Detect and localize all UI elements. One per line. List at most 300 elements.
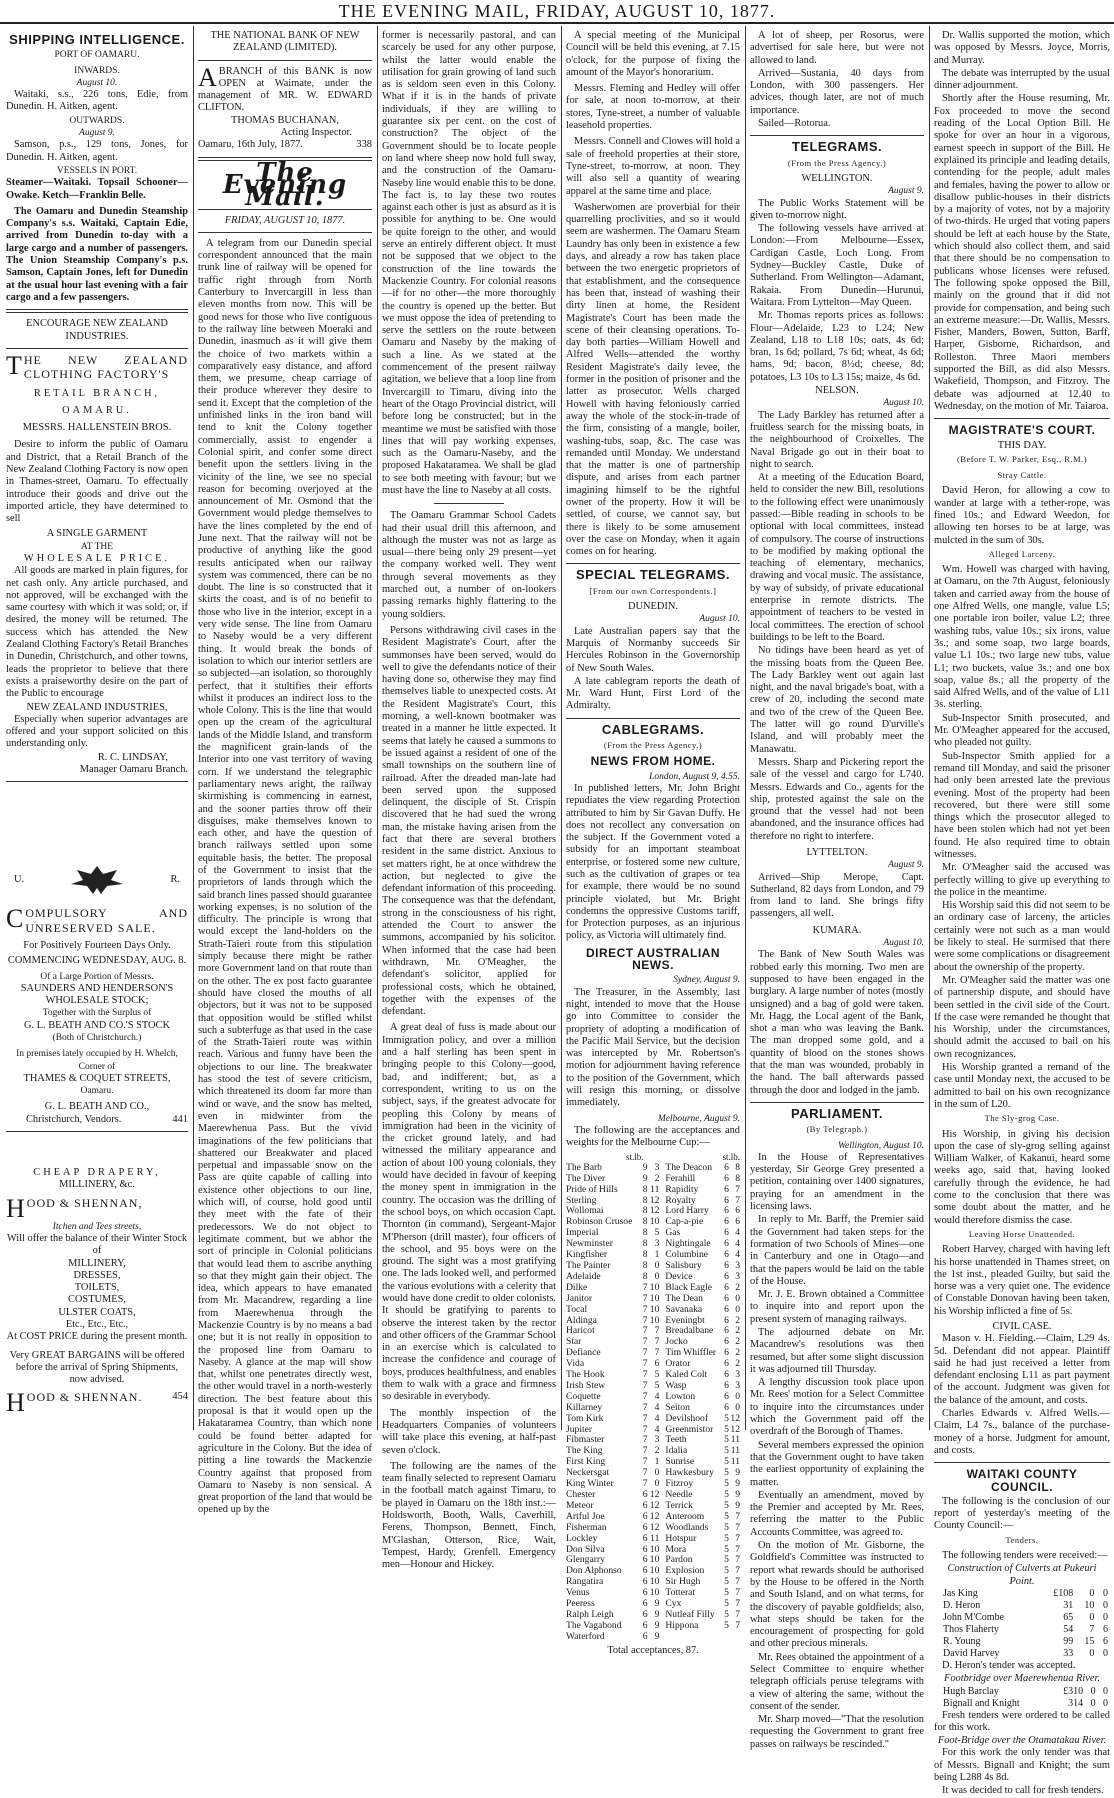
horse-weight: 6 xyxy=(724,1336,729,1348)
horse-weight: 2 xyxy=(735,1358,740,1370)
horse-name: Ferahill xyxy=(665,1172,696,1184)
tender-name: Bignall and Knight xyxy=(943,1697,1020,1709)
outwards-heading: OUTWARDS. xyxy=(69,115,125,126)
dunedin-date: August 10. xyxy=(699,614,740,625)
horse-name: Lord Harry xyxy=(665,1205,709,1217)
horse-name: Pardon xyxy=(665,1554,693,1566)
cablegrams-heading: CABLEGRAMS. xyxy=(601,721,705,737)
column-5 xyxy=(750,30,924,1750)
horse-name: Teeth xyxy=(665,1434,687,1446)
horse-weight: 12 xyxy=(649,1521,660,1533)
tender-row xyxy=(941,1600,1110,1612)
tender-amount: 33 xyxy=(1063,1647,1074,1659)
horse-weight: 7 xyxy=(642,1467,648,1479)
weights-row xyxy=(566,1305,740,1316)
horse-weight: 7 xyxy=(735,1587,740,1599)
horse-weight: 7 xyxy=(642,1325,648,1337)
horse-weight: 1 xyxy=(654,1456,660,1468)
horse-name: Neckersgat xyxy=(566,1467,610,1479)
inwards-text: Waitaki, s.s., 226 tons, Edie, from Dunedin. H. Aitken, agent. xyxy=(6,89,188,113)
saunders: SAUNDERS AND HENDERSON'S xyxy=(20,982,174,994)
leaving-horse-heading: Leaving Horse Unattended. xyxy=(968,1228,1076,1239)
leader-continued: former is necessarily pastoral, and can scarcely be used for any other purpose, whilst the latter would enable the utilisation for grain growing of land such as is seldom seen even in this Colony. What if it is in the hands of private individuals, if they are willing to guarantee six per cent. on the cost of construction? The object of the Government should be to locate people on land where sheep now hold full sway, and the construction of the Oamaru-Naseby line would enable this to be done. The fact is, to lay these two routes against each other is just as absurd as it is possible for anything to be. One would be quite foreign to the other, and would serve an entirely different object. It must not be supposed that we object to the construction of the line towards the Mackenzie Country. For colonial reasons—if for no other—the more thoroughly the country is opened up the better. But we must oppose the idea of pretending to serve the settlers on the route between Oamaru and Naseby by the making of such a line. As we stated at the commencement of the present railway agitation, we believe that a loop line from Invercargill to Timaru, diving into the heart of the Otago Provincial district, will before long be constructed; but in the meantime we must be satisfied with those lines that will pay working expenses, such as the Oamaru-Naseby, and the proposed Hakataramea. We shall be glad to see both meeting with favour; but we must have the line to Naseby at all costs. xyxy=(382,30,556,496)
horse-name: Janitor xyxy=(566,1292,593,1304)
horse-weight: 7 xyxy=(642,1412,648,1424)
alleged-larceny: Alleged Larceny. xyxy=(988,548,1056,559)
weights-row xyxy=(566,1523,740,1534)
vessels-text: Steamer—Waitaki. Topsail Schooner—Owake. Ketch—Franklin Belle. xyxy=(6,177,188,201)
parliament-text-4: The adjourned debate on Mr. Macandrew's resolutions was then resumed, but after some slight discussion it was adjourned till Thursday. xyxy=(750,1326,924,1375)
horse-name: Chester xyxy=(566,1489,596,1501)
nz-industries: NEW ZEALAND INDUSTRIES, xyxy=(26,701,168,713)
lyttelton-heading: LYTTELTON. xyxy=(806,847,868,858)
crest-letter-r: R. xyxy=(170,874,180,886)
hood-shennan-sign: HOOD & SHENNAN. 454 xyxy=(6,1387,188,1417)
horse-name: Breadalbane xyxy=(665,1325,714,1337)
horse-name: Device xyxy=(665,1270,693,1282)
total-acceptances: Total acceptances, 87. xyxy=(607,1644,699,1656)
horse-weight: 12 xyxy=(649,1499,660,1511)
tender-amount: 6 xyxy=(1102,1623,1108,1635)
horse-weight: 6 xyxy=(642,1576,648,1588)
horse-weight: 6 xyxy=(642,1619,648,1631)
horse-weight: 6 xyxy=(724,1259,729,1271)
horse-weight: 0 xyxy=(654,1478,660,1490)
tender-row xyxy=(941,1612,1110,1624)
divider xyxy=(566,563,740,564)
horse-weight: 8 xyxy=(642,1205,648,1217)
horse-name: Cyx xyxy=(665,1598,682,1610)
horse-weight: 7 xyxy=(642,1478,648,1490)
horse-weight: 7 xyxy=(735,1183,740,1195)
monthly-item: The monthly inspection of the Headquarters Companies of volunteers will take place this evening, at half-past seven o'clock. xyxy=(382,1407,556,1456)
column-4 xyxy=(566,30,740,1656)
divider xyxy=(934,1462,1110,1463)
horse-name: Gas xyxy=(665,1227,681,1239)
horse-name: King Winter xyxy=(566,1478,614,1490)
horse-weight: 8 xyxy=(642,1270,648,1282)
tender-row xyxy=(941,1698,1110,1710)
masthead-title: THE EVENING MAIL, FRIDAY, AUGUST 10, 1877. xyxy=(338,1,776,21)
sly-grog-text: His Worship, in giving his decision upon the case of sly-grog selling against William Walker, of Kakanui, heard some weeks ago, said that, having looked carefully through the evidence, he had come to the conclusion that there was some doubt about the matter, and he would therefore dismiss the case. xyxy=(934,1128,1110,1226)
parliament-text-1: In the House of Representatives yesterday, Sir George Grey presented a petition, containing over 1400 signatures, praying for an amendment in the licensing laws. xyxy=(750,1151,924,1213)
horse-weight: 7 xyxy=(642,1423,648,1435)
wellington-heading: WELLINGTON. xyxy=(801,172,873,184)
large-portion: Of a Large Portion of Messrs. xyxy=(40,971,154,982)
horse-weight: 9 xyxy=(735,1467,740,1479)
horse-weight: 6 xyxy=(642,1489,648,1501)
oamaru-small: Oamaru. xyxy=(80,1086,114,1097)
horse-weight: 5 xyxy=(724,1499,729,1511)
howell-case: Wm. Howell was charged with having, at Oamaru, on the 7th August, feloniously taken and carried away from the house of one Alfred Wells, one mangle, value L5; one portable iron boiler, value L2; three washing tubs, value 10s.; six irons, value 3s.; and some soap, two large boards, value L1 10s.; two large new tubs, value L1; two buckets, value 3s.; and one box soap, value 8s.; all the property of the said Alfred Wells, and of the value of L11 3s. sterling. xyxy=(934,564,1110,711)
dresses-item: DRESSES, xyxy=(73,1269,121,1281)
bank-heading: THE NATIONAL BANK OF NEW ZEALAND (LIMITED). xyxy=(210,30,360,54)
horse-name: Anteroom xyxy=(665,1510,705,1522)
horse-weight: 7 xyxy=(642,1379,648,1391)
horse-weight: 7 xyxy=(642,1445,648,1457)
commencing: COMMENCING WEDNESDAY, AUG. 8. xyxy=(7,955,187,967)
telegrams-sub: (From the Press Agency.) xyxy=(787,157,887,168)
parliament-date: Wellington, August 10. xyxy=(837,1140,924,1151)
beath-stock: G. L. BEATH AND CO.'S STOCK xyxy=(23,1019,170,1031)
horse-name xyxy=(665,1632,723,1643)
horse-weight: 12 xyxy=(649,1489,660,1501)
horse-name: Rangatira xyxy=(566,1576,604,1588)
horse-weight: 7 xyxy=(735,1543,740,1555)
sailed: Sailed—Rotorua. xyxy=(758,118,831,130)
horse-weight: 7 xyxy=(642,1434,648,1446)
horse-name: Tim Whiffler xyxy=(665,1347,717,1359)
inwards-heading: INWARDS. xyxy=(74,65,120,76)
horse-name: Wasp xyxy=(665,1379,687,1391)
horse-name: The Painter xyxy=(566,1259,611,1271)
wallis-item: Dr. Wallis supported the motion, which was opposed by Messrs. Joyce, Morris, and Murray. xyxy=(934,30,1110,66)
horse-weight: 7 xyxy=(642,1456,648,1468)
connell-item: Messrs. Connell and Clowes will hold a sale of freehold properties at their store, Tyne-street, to-morrow, at noon. They will also sell a quantity of wearing apparel at the same time and place. xyxy=(566,136,740,197)
horse-weight: 7 xyxy=(735,1608,740,1620)
horse-weight: 6 xyxy=(642,1499,648,1511)
horse-weight: 5 xyxy=(724,1619,729,1631)
horse-weight: 6 xyxy=(642,1565,648,1577)
melbourne-text: The following are the acceptances and weights for the Melbourne Cup:— xyxy=(566,1124,740,1149)
horse-name: Kaled Colt xyxy=(665,1369,708,1381)
weights-row xyxy=(566,1534,740,1545)
horse-weight: 5 xyxy=(724,1521,729,1533)
horse-name: Mora xyxy=(665,1543,687,1555)
all-goods-text: All goods are marked in plain figures, for net cash only. Any article purchased, and not approved, will be exchanged with the same courtesy with which it was sold; or, if desired, the money will be returned. The success which has attended the New Zealand Clothing Factory's Retail Branches in Dunedin, Christchurch, and other towns, leads the proprietor to believe that there exists a praiseworthy desire on the part of the Public to encourage xyxy=(6,565,188,700)
divider xyxy=(198,60,372,61)
column-rule xyxy=(929,26,930,1430)
tender-amount: 10 xyxy=(1084,1599,1095,1611)
charles-case: Charles Edwards v. Alfred Wells.—Claim, L4 7s., balance of the purchase-money of a horse. Judgment for amount, and costs. xyxy=(934,1408,1110,1456)
inwards-date: August 10. xyxy=(76,77,118,88)
horse-name: Greenmistor xyxy=(665,1423,714,1435)
magistrates-heading: MAGISTRATE'S COURT. xyxy=(948,423,1096,438)
horse-name: Lockley xyxy=(566,1532,598,1544)
horse-weight: 5 xyxy=(724,1467,729,1479)
wellington-text-2: The following vessels have arrived at London:—From Melbourne—Essex, Cardigan Castle, Loch Long. From Sydney—Buckley Castle, Duke of Sutherland. From Wellington—Adamant, Rakaia. From Dunedin—Hurunui, Waitara. From Lyttelton—May Queen. xyxy=(750,223,924,308)
horse-weight: 12 xyxy=(649,1510,660,1522)
cadets-item: The Oamaru Grammar School Cadets had their usual drill this afternoon, and although the muster was not as large as usual—there being only 29 present—yet the company worked well. They went through several movements as they marched out, a number of on-lookers passing remarks highly flattering to the young soldiers. xyxy=(382,510,556,620)
horse-weight: 11 xyxy=(730,1445,740,1457)
horse-weight: 5 xyxy=(654,1379,660,1391)
horse-weight: 7 xyxy=(735,1565,740,1577)
shipping-heading: SHIPPING INTELLIGENCE. xyxy=(9,32,185,47)
horse-name: Coquette xyxy=(566,1390,601,1402)
kumara-date: August 10. xyxy=(883,938,924,949)
outwards-text: Samson, p.s., 129 tons, Jones, for Dunedin. H. Aitken, agent. xyxy=(6,139,188,163)
toilets-item: TOILETS, xyxy=(74,1282,120,1294)
tender-amount: 0 xyxy=(1102,1611,1108,1623)
horse-weight: 0 xyxy=(735,1292,740,1304)
horse-name: Black Eagle xyxy=(665,1281,712,1293)
horse-name: Glengarry xyxy=(566,1554,605,1566)
tender-name: Jas King xyxy=(943,1587,978,1599)
horse-weight: 9 xyxy=(654,1619,660,1631)
crest-icon xyxy=(67,862,127,898)
horse-weight: 5 xyxy=(724,1412,729,1424)
horse-weight: 8 xyxy=(642,1227,648,1239)
cheap-drapery: CHEAP DRAPERY, xyxy=(33,1167,161,1179)
horse-weight: 4 xyxy=(654,1423,660,1435)
tender-row xyxy=(941,1624,1110,1636)
horse-weight xyxy=(729,1632,740,1643)
horse-name: Don Silva xyxy=(566,1543,605,1555)
horse-weight: 5 xyxy=(724,1445,729,1457)
horse-weight: 4 xyxy=(654,1412,660,1424)
horse-weight: 2 xyxy=(735,1325,740,1337)
horse-name: Sir Hugh xyxy=(665,1576,701,1588)
horse-name: Imperial xyxy=(566,1227,599,1239)
horse-weight: 4 xyxy=(735,1238,740,1250)
horse-weight: 6 xyxy=(654,1358,660,1370)
horse-name: Don Alphonso xyxy=(566,1565,622,1577)
horse-name: Meteor xyxy=(566,1499,594,1511)
horse-weight: 6 xyxy=(724,1216,729,1228)
horse-weight: 6 xyxy=(724,1183,729,1195)
horse-weight: 5 xyxy=(724,1598,729,1610)
waitaki-text: The following is the conclusion of our report of yesterday's meeting of the County Council:— xyxy=(934,1495,1110,1532)
horse-weight: 12 xyxy=(730,1412,740,1424)
divider xyxy=(434,503,504,504)
horse-weight: 6 xyxy=(724,1281,729,1293)
horse-weight: 3 xyxy=(654,1238,660,1250)
tender-row xyxy=(941,1686,1110,1698)
tender-amount: 0 xyxy=(1090,1685,1096,1697)
horse-weight: 7 xyxy=(642,1347,648,1359)
horse-weight: 6 xyxy=(724,1390,729,1402)
horse-weight: 5 xyxy=(724,1434,729,1446)
horse-weight: 5 xyxy=(724,1478,729,1490)
column-rule xyxy=(561,26,562,1430)
cablegrams-sub: (From the Press Agency.) xyxy=(603,740,703,751)
parliament-text-7: Eventually an amendment, moved by the Premier and accepted by Mr. Rees, referring the matter to the Public Accounts Committee, was agreed to. xyxy=(750,1489,924,1538)
horse-name: Orator xyxy=(665,1358,691,1370)
nelson-date: August 10. xyxy=(883,398,924,409)
horse-name: Adelaide xyxy=(566,1270,601,1282)
worship-item: His Worship said this did not seem to be an ordinary case of larceny, the articles certainly were not such as a man would be likely to steal. He surmised that there were some complications or disagreement about the ownership of the property. xyxy=(934,900,1110,973)
horse-weight: 7 xyxy=(735,1598,740,1610)
horse-name: Ralph Leigh xyxy=(566,1608,614,1620)
horse-weight: 8 xyxy=(642,1183,648,1195)
footbridge-2-heading: Foot-Bridge over the Otamatakau River. xyxy=(937,1735,1107,1747)
mason-case: Mason v. H. Fielding.—Claim, L29 4s. 5d. Defendant did not appear. Plaintiff said he had just received a letter from defendant enclosing L11 as part payment of the account. Judgment was given for the balance of the amount, and costs. xyxy=(934,1333,1110,1406)
dateline: FRIDAY, AUGUST 10, 1877. xyxy=(224,214,346,226)
horse-weight: 6 xyxy=(642,1554,648,1566)
horse-weight: 4 xyxy=(735,1227,740,1239)
horse-name: Seiton xyxy=(665,1401,690,1413)
horse-name: First King xyxy=(566,1456,606,1468)
horse-weight: 0 xyxy=(735,1401,740,1413)
horse-weight: 5 xyxy=(724,1565,729,1577)
drop-cap: T xyxy=(6,350,22,380)
horse-weight: 6 xyxy=(724,1238,729,1250)
nelson-text-2: At a meeting of the Education Board, held to consider the new Bill, resolutions to the following effect were unanimously passed:—Bible reading in schools to be optional with local committees, instead of compulsory. The course of instructions to be modified by making optional the teaching of elementary, mechanics, drawing and vocal music. The assistance, by way of subsidy, of private educational enterprise in remote districts. The appointment of teachers to be vested in local committees. The erection of school buildings to be left to the Board. xyxy=(750,472,924,643)
horse-weight: 7 xyxy=(735,1194,740,1206)
horse-weight: 6 xyxy=(642,1521,648,1533)
at-cost: At COST PRICE during the present month. xyxy=(6,1331,188,1343)
horse-name: Venus xyxy=(566,1587,590,1599)
horse-weight: 10 xyxy=(649,1292,660,1304)
costumes-item: COSTUMES, xyxy=(67,1294,127,1306)
horse-weight: 3 xyxy=(654,1434,660,1446)
news-home-heading: NEWS FROM HOME. xyxy=(590,754,716,769)
horse-name: Hippona xyxy=(665,1619,699,1631)
wholesale-stock: WHOLESALE STOCK; xyxy=(45,995,149,1007)
cup-weights-table xyxy=(566,1163,740,1643)
nelson-heading: NELSON. xyxy=(815,385,859,397)
weights-header: st.lb. st.lb. xyxy=(626,1151,740,1162)
tender-amount: 54 xyxy=(1063,1623,1074,1635)
horse-weight: 6 xyxy=(724,1325,729,1337)
horse-weight: 3 xyxy=(735,1259,740,1271)
column-rule xyxy=(377,26,378,1430)
tender-amount: 0 xyxy=(1102,1697,1108,1709)
kumara-heading: KUMARA. xyxy=(812,924,862,936)
horse-name: Newminster xyxy=(566,1238,613,1250)
horse-weight: 8 xyxy=(642,1216,648,1228)
ulster-item: ULSTER COATS, xyxy=(58,1306,136,1318)
horse-weight: 9 xyxy=(735,1478,740,1490)
wellington-text-3: Mr. Thomas reports prices as follows: Flour—Adelaide, L23 to L24; New Zealand, L18 to L18 10s; oats, 4s 6d; bran, 1s 6d; pollard, 7s 6d; wheat, 4s 6d; hams, 9d; bacon, 8½d; cheese, 8d; potatoes, L3 10s to L3 15s; maize, 4s 6d. xyxy=(750,310,924,383)
nelson-text-1: The Lady Barkley has returned after a fruitless search for the missing boats, in the neighbourhood of Croixelles. The Naval Brigade go out in their boat to night to search. xyxy=(750,409,924,470)
wellington-date: August 9. xyxy=(888,186,924,197)
horse-name: Nutleaf Filly xyxy=(665,1608,715,1620)
vendors-line: Christchurch, Vendors. 441 xyxy=(26,1113,188,1125)
horse-weight: 8 xyxy=(642,1259,648,1271)
paper-title: The Evening Mail. xyxy=(222,157,348,213)
horse-weight: 1 xyxy=(654,1249,660,1261)
horse-name: Robinson Crusoe xyxy=(566,1216,633,1228)
horse-name: Aldinga xyxy=(566,1314,597,1326)
horse-weight: 7 xyxy=(642,1358,648,1370)
millinery-item: MILLINERY, xyxy=(68,1257,126,1269)
horse-name: Dilke xyxy=(566,1281,588,1293)
horse-name: Waterford xyxy=(566,1630,605,1642)
horse-weight: 0 xyxy=(654,1259,660,1271)
horse-weight: 8 xyxy=(642,1238,648,1250)
horse-weight: 9 xyxy=(642,1172,648,1184)
horse-weight: 7 xyxy=(642,1303,648,1315)
parliament-heading: PARLIAMENT. xyxy=(791,1105,883,1121)
dunedin-text-1: Late Australian papers say that the Marquis of Normanby succeeds Sir Hercules Robinson in the Governorship of New South Wales. xyxy=(566,625,740,674)
compulsory-heading: COMPULSORY AND UNRESERVED SALE. xyxy=(6,904,188,935)
horse-weight: 12 xyxy=(649,1205,660,1217)
horse-name: Star xyxy=(566,1336,582,1348)
horse-weight: 8 xyxy=(735,1161,740,1173)
tender-name: Thos Flaherty xyxy=(943,1623,999,1635)
horse-weight: 6 xyxy=(642,1608,648,1620)
horse-name: Salisbury xyxy=(665,1259,702,1271)
horse-name: The Barb xyxy=(566,1161,602,1173)
tender-name: R. Young xyxy=(943,1635,981,1647)
football-item: The following are the names of the team finally selected to represent Oamaru in the football match against Timaru, to be played in Oamaru on the 18th inst.:—Holdsworth, Booth, Walls, Caverhill, Ferens, Thompson, Bennett, Finch, M'Glashan, Otterson, Rice, Wait, Tempest, Hardy, Grenfell. Emergency men—Honour and Hickey. xyxy=(382,1460,556,1571)
horse-name: Woodlands xyxy=(665,1521,709,1533)
horse-weight: 7 xyxy=(642,1281,648,1293)
horse-name: Royalty xyxy=(665,1194,696,1206)
washerwomen-item: Washerwomen are proverbial for their quarrelling proclivities, and so it would seem are washermen. The Oamaru Steam Laundry has only been in existence a few days, and already a row has taken place between the two energetic proprietors of that establishment, and the consequence has been that, instead of washing their dirty linen at home, the Resident Magistrate's Court has been made the scene of their cleansing operations. To-day both parties—William Howell and Alfred Wells—attended the worthy Resident Magistrate's daily levee, the former in the position of prisoner and the latter as prosecutor. Wells charged Howell with having feloniously carried away the whole of the stock-in-trade of the firm, consisting of a mangle, boiler, washing-tubs, soap, &c. The case was remanded until Monday. We understand that the matter is one of partnership dispute, and arises from each partner imagining himself to be the rightful owner of the property. How it will be settled, of course, we cannot say, but there is likely to be some amusement over the case on Monday, when it again comes on for hearing. xyxy=(566,201,740,558)
bargains: Very GREAT BARGAINS will be offered before the arrival of Spring Shipments, now advised. xyxy=(9,1349,185,1386)
horse-weight: 10 xyxy=(649,1216,660,1228)
horse-weight: 5 xyxy=(654,1227,660,1239)
column-3 xyxy=(382,30,557,1571)
horse-weight: 0 xyxy=(654,1270,660,1282)
horse-weight: 4 xyxy=(735,1249,740,1261)
divider xyxy=(934,418,1110,419)
tender-amount: 99 xyxy=(1063,1635,1074,1647)
together: Together with the Surplus of xyxy=(42,1008,152,1019)
hood-shennan-heading: HOOD & SHENNAN, xyxy=(6,1193,143,1223)
horse-weight: 7 xyxy=(642,1292,648,1304)
horse-weight: 6 xyxy=(724,1379,729,1391)
horse-weight: 4 xyxy=(654,1390,660,1402)
will-offer: Will offer the balance of their Winter Stock of xyxy=(6,1232,188,1257)
spacer xyxy=(6,1137,188,1167)
horse-weight: 6 xyxy=(724,1314,729,1326)
horse-weight: 6 xyxy=(724,1249,729,1261)
smith-item: Sub-Inspector Smith prosecuted, and Mr. O'Meagher appeared for the accused, who pleaded not guilty. xyxy=(934,712,1110,749)
at-the: AT THE xyxy=(80,541,114,552)
manager-title: Manager Oamaru Branch. xyxy=(79,764,188,776)
horse-weight: 6 xyxy=(724,1358,729,1370)
horse-weight: 2 xyxy=(735,1336,740,1348)
horse-name: Wollomai xyxy=(566,1205,604,1217)
horse-weight: 7 xyxy=(735,1532,740,1544)
horse-weight: 5 xyxy=(724,1543,729,1555)
horse-weight: 5 xyxy=(724,1554,729,1566)
horse-name: Rapidity xyxy=(665,1183,699,1195)
tender-row xyxy=(941,1588,1110,1600)
smith-item-2: Sub-Inspector Smith applied for a remand till Monday, and said the prisoner had only been arrested late the previous evening. Most of the property had been recovered, but there were still some things which the prosecutor alleged to have been stolen which had not yet been found. He also required time to obtain witnesses. xyxy=(934,750,1110,860)
column-rule xyxy=(745,26,746,1430)
tender-name: John M'Combe xyxy=(943,1611,1005,1623)
footbridge-heading: Footbridge over Maerewhenua River. xyxy=(943,1673,1100,1685)
heron-accepted: D. Heron's tender was accepted. xyxy=(942,1659,1076,1671)
horse-weight: 5 xyxy=(724,1489,729,1501)
horse-name: Tocal xyxy=(566,1303,588,1315)
before: (Before T. W. Parker, Esq., R.M.) xyxy=(956,453,1088,464)
leaving-horse-text: Robert Harvey, charged with having left his horse unattended in Thames street, on the 1st inst., pleaded Guilty, but said the horse was a very quiet one. The evidence of Constable Donovan having been taken, his Worship inflicted a fine of 5s. xyxy=(934,1244,1110,1317)
horse-weight: 6 xyxy=(724,1270,729,1282)
horse-name: Fisherman xyxy=(566,1521,607,1533)
horse-weight: 11 xyxy=(650,1532,660,1544)
horse-weight: 12 xyxy=(649,1194,660,1206)
civil-case-heading: CIVIL CASE. xyxy=(992,1320,1052,1332)
direct-news-heading: DIRECT AUSTRALIAN NEWS. xyxy=(585,945,721,973)
divider xyxy=(6,309,188,313)
tender-amount: 0 xyxy=(1102,1599,1108,1611)
buchanan: THOMAS BUCHANAN, xyxy=(231,114,339,126)
horse-name: The Diver xyxy=(566,1172,606,1184)
horse-weight: 6 xyxy=(724,1347,729,1359)
weights-row xyxy=(566,1294,740,1305)
outwards-date: August 9. xyxy=(79,128,115,139)
dunedin-heading: DUNEDIN. xyxy=(628,601,678,613)
messrs-hallenstein: MESSRS. HALLENSTEIN BROS. xyxy=(22,422,172,434)
telegrams-heading: TELEGRAMS. xyxy=(791,139,883,155)
horse-weight: 12 xyxy=(730,1423,740,1435)
horse-name: Idalia xyxy=(665,1445,688,1457)
wholesale-price: WHOLESALE PRICE. xyxy=(23,552,171,564)
tender-amount: £108 xyxy=(1053,1587,1074,1599)
special-meeting: A special meeting of the Municipal Council will be held this evening, at 7.15 o'clock, for the purpose of fixing the amount of the Mayor's honorarium. xyxy=(566,30,740,78)
horse-weight: 10 xyxy=(649,1303,660,1315)
omeagher-item: Mr. O'Meagher said the accused was perfectly willing to give up everything to the police in the meantime. xyxy=(934,862,1110,898)
crest-letter-u: U. xyxy=(14,874,25,886)
tender-amount: 31 xyxy=(1063,1599,1074,1611)
christchurch: (Both of Christchurch.) xyxy=(52,1033,142,1043)
tender-name: Hugh Barclay xyxy=(943,1685,999,1697)
